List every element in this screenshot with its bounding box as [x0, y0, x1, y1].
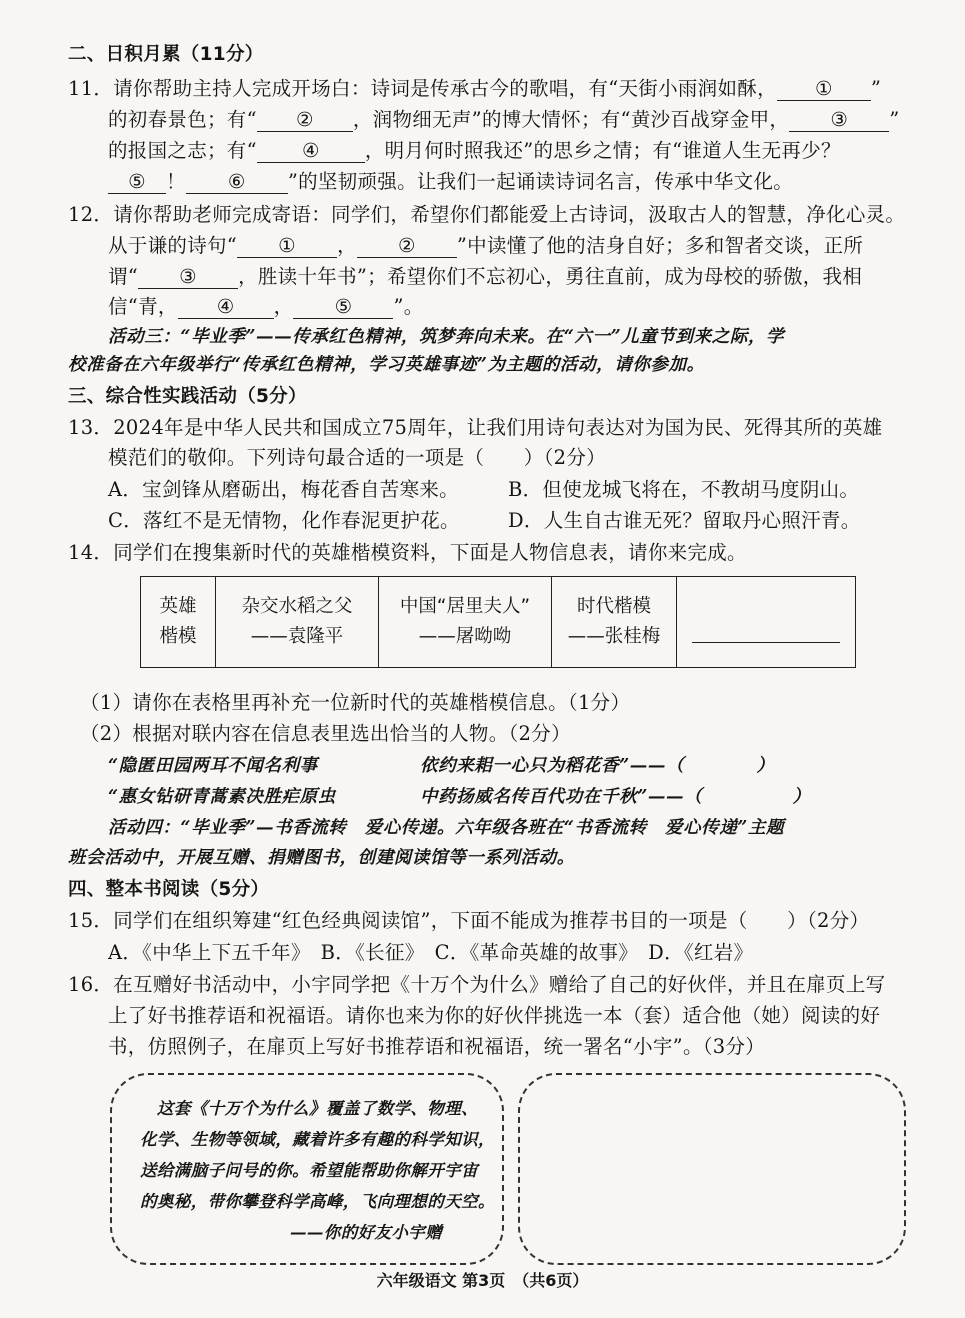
couplet-1-upper: “隐匿田园两耳不闻名利事	[108, 756, 318, 776]
table-header-l2: 楷模	[159, 626, 197, 647]
q12-text-3b: ，胜读十年书”；希望你们不忘初心，勇往直前，成为母校的骄傲，我相	[238, 265, 863, 288]
cell-yuan-name: ——袁隆平	[250, 626, 344, 647]
q14-part-2: （2）根据对联内容在信息表里选出恰当的人物。（2分）	[80, 722, 571, 745]
q14-part-1: （1）请你在表格里再补充一位新时代的英雄楷模信息。（1分）	[80, 691, 631, 714]
page-footer: 六年级语文 第3页 （共6页）	[376, 1271, 589, 1290]
q13-option-a[interactable]: A．宝剑锋从磨砺出，梅花香自苦寒来。	[108, 478, 459, 501]
section-title-4: 四、整本书阅读（5分）	[68, 879, 270, 900]
q11-blank-4[interactable]: ④	[257, 140, 365, 163]
couplet-2-lower[interactable]: 中药扬威名传百代功在千秋”——（ ）	[420, 787, 811, 807]
q15-line: 15．同学们在组织筹建“红色经典阅读馆”，下面不能成为推荐书目的一项是（ ）（2分）	[68, 909, 870, 932]
q12-blank-4[interactable]: ④	[178, 296, 274, 319]
q11-quote-1: ”	[870, 77, 882, 100]
q12-text-3a: 谓“	[108, 265, 139, 288]
q12-line-4	[108, 294, 424, 320]
q16-line-2: 上了好书推荐语和祝福语。请你也来为你的好伙伴挑选一本（套）适合他（她）阅读的好	[108, 1004, 881, 1027]
q13-option-b[interactable]: B．但使龙城飞将在，不教胡马度阴山。	[508, 478, 860, 501]
card-line-3: 送给满脑子问号的你。希望能帮助你解开宇宙	[140, 1161, 478, 1180]
q11-blank-1[interactable]: ①	[777, 78, 871, 101]
q12-blank-3[interactable]: ③	[138, 266, 238, 289]
q11-text-4a: ！	[166, 170, 186, 193]
q11-blank-5[interactable]: ⑤	[108, 171, 166, 194]
activity-3-line-1: 活动三：“毕业季”——传承红色精神，筑梦奔向未来。在“六一”儿童节到来之际，学	[108, 327, 785, 347]
q12-line-2	[108, 233, 863, 259]
section-title-3: 三、综合性实践活动（5分）	[68, 386, 307, 407]
q11-text-3a: 的报国之志；有“	[108, 139, 257, 162]
table-cell-blank[interactable]	[677, 577, 856, 668]
q12-blank-5[interactable]: ⑤	[293, 296, 393, 319]
activity-3-line-2: 校准备在六年级举行“传承红色精神，学习英雄事迹”为主题的活动，请你参加。	[68, 355, 705, 375]
q12-line-1: 12．请你帮助老师完成寄语：同学们，希望你们都能爱上古诗词，汲取古人的智慧，净化心灵。	[68, 203, 906, 226]
table-cell-tu	[379, 577, 552, 668]
q16-line-3: 书，仿照例子，在扉页上写好书推荐语和祝福语，统一署名“小宇”。（3分）	[108, 1035, 766, 1058]
q12-blank-2[interactable]: ②	[357, 235, 457, 258]
q11-line-1	[68, 76, 881, 102]
q11-text-3b: ，明月何时照我还”的思乡之情；有“谁道人生无再少？	[364, 139, 841, 162]
section-title-2: 二、日积月累（11分）	[68, 44, 264, 65]
q13-option-d[interactable]: D．人生自古谁无死？留取丹心照汗青。	[508, 509, 861, 532]
q11-text-2a: 的初春景色；有“	[108, 108, 257, 131]
table-header-l1: 英雄	[159, 596, 197, 617]
q12-text-2b: ，	[337, 234, 357, 257]
answer-card[interactable]	[518, 1073, 906, 1265]
activity-4-line-2: 班会活动中，开展互赠、捐赠图书，创建阅读馆等一系列活动。	[68, 848, 575, 868]
card-signature: ——你的好友小宇赠	[290, 1223, 443, 1242]
q12-text-2a: 从于谦的诗句“	[108, 234, 238, 257]
couplet-2-upper: “惠女钻研青蒿素决胜疟原虫	[108, 787, 336, 807]
q12-text-2c: ”中读懂了他的洁身自好；多和智者交谈，正所	[456, 234, 864, 257]
q11-text-2b: ，润物细无声”的博大情怀；有“黄沙百战穿金甲，	[352, 108, 790, 131]
table-cell-yuan	[216, 577, 379, 668]
q13-line-2: 模范们的敬仰。下列诗句最合适的一项是（ ）（2分）	[108, 446, 606, 469]
q12-blank-1[interactable]: ①	[237, 235, 337, 258]
table-header-cell	[141, 577, 216, 668]
table-cell-zhang	[552, 577, 677, 668]
cell-yuan-title: 杂交水稻之父	[241, 596, 353, 617]
q11-text-1: 11．请你帮助主持人完成开场白：诗词是传承古今的歌唱，有“天街小雨润如酥，	[68, 77, 777, 100]
q12-line-3	[108, 264, 862, 290]
q11-blank-3[interactable]: ③	[789, 109, 889, 132]
example-recommendation-card	[110, 1073, 504, 1265]
q11-quote-2: ”	[889, 108, 900, 131]
cell-tu-title: 中国“居里夫人”	[399, 596, 531, 617]
q11-line-3	[108, 138, 841, 164]
q12-text-4a: 信“青，	[108, 295, 178, 318]
cell-zhang-name: ——张桂梅	[567, 626, 661, 647]
example-card-text	[140, 1093, 495, 1248]
q16-line-1: 16．在互赠好书活动中，小宇同学把《十万个为什么》赠给了自己的好伙伴，并且在扉页上写	[68, 973, 886, 996]
q11-blank-6[interactable]: ⑥	[186, 171, 288, 194]
q13-option-c[interactable]: C．落红不是无情物，化作春泥更护花。	[108, 509, 460, 532]
cell-zhang-title: 时代楷模	[576, 596, 651, 617]
q11-text-4b: ”的坚韧顽强。让我们一起诵读诗词名言，传承中华文化。	[287, 170, 794, 193]
cell-tu-name: ——屠呦呦	[418, 626, 512, 647]
activity-4-line-1: 活动四：“毕业季”—书香流转 爱心传递。六年级各班在“书香流转 爱心传递”主题	[108, 818, 785, 838]
card-line-2: 化学、生物等领域，藏着许多有趣的科学知识，	[140, 1130, 495, 1149]
q12-text-4c: ”。	[393, 295, 424, 318]
couplet-1-lower[interactable]: 依约来耜一心只为稻花香”——（ ）	[420, 756, 775, 776]
q11-blank-2[interactable]: ②	[257, 109, 353, 132]
q14-line: 14．同学们在搜集新时代的英雄楷模资料，下面是人物信息表，请你来完成。	[68, 541, 747, 564]
q15-options[interactable]: A．《中华上下五千年》 B．《长征》 C．《革命英雄的故事》 D．《红岩》	[108, 941, 754, 964]
q11-line-2	[108, 107, 900, 133]
q12-text-4b: ，	[273, 295, 294, 318]
card-line-1: 这套《十万个为什么》覆盖了数学、物理、	[140, 1099, 478, 1118]
card-line-4: 的奥秘，带你攀登科学高峰，飞向理想的天空。	[140, 1192, 495, 1211]
q11-line-4	[108, 169, 793, 195]
q13-line-1: 13．2024年是中华人民共和国成立75周年，让我们用诗句表达对为国为民、死得其所的英雄	[68, 416, 883, 439]
table-fill-line[interactable]	[692, 622, 840, 643]
hero-info-table	[140, 576, 856, 668]
